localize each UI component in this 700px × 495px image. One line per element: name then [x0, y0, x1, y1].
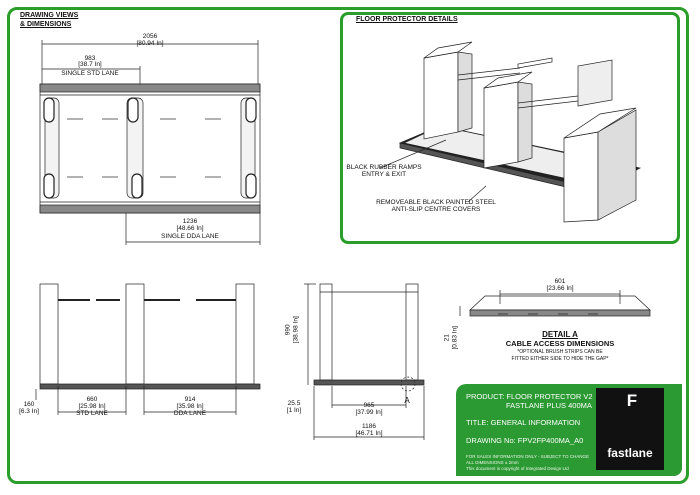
front-std-dim: 660 — [86, 396, 98, 403]
front-height-dim-in: [6.3 In] — [19, 408, 39, 415]
side-ramp-dim-in: [1 In] — [286, 407, 302, 414]
logo-letter: F — [626, 391, 638, 410]
product-line-1: PRODUCT: FLOOR PROTECTOR V2 — [466, 392, 593, 401]
section-heading-views: DRAWING VIEWS — [20, 12, 79, 19]
section-heading-details: FLOOR PROTECTOR DETAILS — [356, 16, 458, 23]
front-height-dim: 160 — [23, 401, 35, 408]
detail-a-subtitle: CABLE ACCESS DIMENSIONS — [505, 339, 615, 348]
detail-a-view — [460, 290, 650, 316]
front-dda-dim: 914 — [184, 396, 196, 403]
isometric-view — [380, 42, 640, 222]
front-dda-dim-in: [35.98 In] — [176, 403, 204, 410]
drawing-number: DRAWING No: FPV2FP400MA_A0 — [466, 436, 584, 445]
fine-print-2: ALL DIMENSIONS ± 2mm — [466, 460, 519, 465]
plan-dda-dim-in: [48.66 In] — [176, 225, 204, 232]
detail-depth-dim: 21 — [443, 334, 451, 342]
side-view — [304, 284, 424, 440]
side-height-dim: 990 — [284, 324, 292, 336]
side-ramp-dim: 25.5 — [287, 400, 301, 407]
front-std-dim-in: [25.98 In] — [78, 403, 106, 410]
drawing-title: TITLE: GENERAL INFORMATION — [466, 418, 581, 427]
fine-print-1: FOR SALES INFORMATION ONLY - SUBJECT TO CHANGE — [466, 454, 590, 459]
plan-std-label: SINGLE STD LANE — [61, 70, 119, 77]
plan-overall-dim: 2056 — [142, 33, 158, 40]
fastlane-logo — [596, 388, 664, 470]
side-height-dim-in: [38.98 In] — [292, 316, 300, 344]
logo-wordmark: fastlane — [607, 446, 653, 460]
product-line-2: FASTLANE PLUS 400MA — [506, 401, 592, 410]
ramps-callout-2: ENTRY & EXIT — [361, 171, 407, 178]
front-std-label: STD LANE — [76, 410, 108, 417]
plan-std-dim-in: [38.7 In] — [78, 61, 102, 68]
ramps-callout-1: BLACK RUBBER RAMPS — [346, 164, 422, 171]
plan-std-dim: 983 — [84, 55, 96, 62]
plan-dda-dim: 1236 — [182, 218, 198, 225]
front-dda-label: DDA LANE — [173, 410, 207, 417]
side-inner-dim: 965 — [363, 402, 375, 409]
detail-depth-dim-in: [0.83 In] — [451, 326, 459, 350]
fine-print-3: This document is copyright of Integrated Design Ltd — [466, 466, 569, 471]
plan-overall-dim-in: [80.94 In] — [136, 40, 164, 47]
side-outer-dim: 1186 — [362, 423, 376, 430]
covers-callout-1: REMOVEABLE BLACK PAINTED STEEL — [376, 199, 496, 206]
detail-width-dim-in: [23.66 In] — [546, 285, 574, 292]
detail-a-note-2: FITTED EITHER SIDE TO HIDE THE GAP* — [511, 356, 609, 362]
plan-dda-label: SINGLE DDA LANE — [161, 233, 219, 240]
detail-a-title: DETAIL A — [542, 330, 578, 339]
front-view — [36, 284, 260, 415]
covers-callout-2: ANTI-SLIP CENTRE COVERS — [391, 206, 481, 213]
detail-a-marker: A — [404, 396, 410, 405]
detail-a-note-1: *OPTIONAL BRUSH STRIPS CAN BE — [517, 349, 603, 355]
section-heading-dimensions: & DIMENSIONS — [20, 21, 72, 28]
side-outer-dim-in: [46.71 In] — [355, 430, 383, 437]
side-inner-dim-in: [37.99 In] — [355, 409, 383, 416]
detail-width-dim: 601 — [554, 278, 566, 285]
